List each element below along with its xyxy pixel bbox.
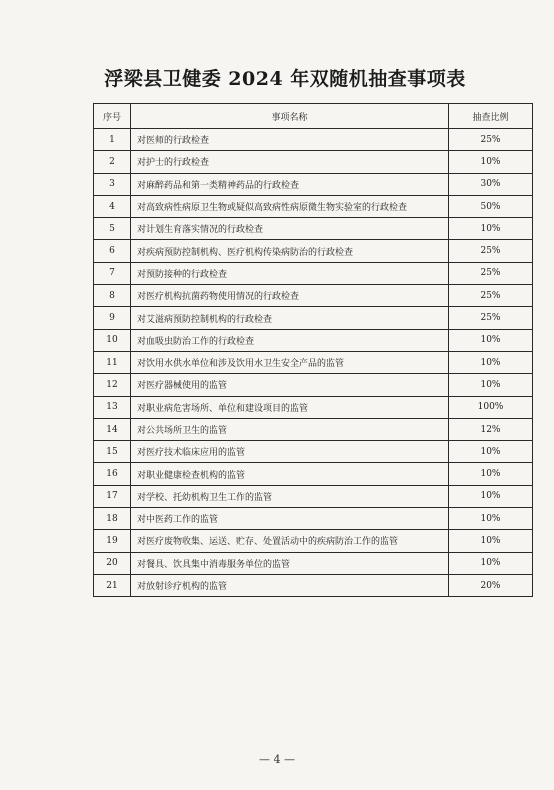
row-num: 7 (94, 262, 131, 284)
table-body (94, 129, 533, 597)
table-row (94, 351, 533, 373)
row-ratio: 10% (449, 463, 533, 485)
row-name: 对学校、托幼机构卫生工作的监管 (131, 485, 449, 507)
row-num: 13 (94, 396, 131, 418)
table-row (94, 329, 533, 351)
row-num: 8 (94, 285, 131, 307)
row-num: 18 (94, 508, 131, 530)
row-num: 2 (94, 151, 131, 173)
header-ratio: 抽查比例 (449, 104, 533, 129)
row-num: 21 (94, 574, 131, 596)
row-ratio: 10% (449, 552, 533, 574)
table-row (94, 552, 533, 574)
table-row (94, 463, 533, 485)
row-name: 对麻醉药品和第一类精神药品的行政检查 (131, 173, 449, 195)
row-name: 对餐具、饮具集中消毒服务单位的监管 (131, 552, 449, 574)
row-name: 对公共场所卫生的监管 (131, 418, 449, 440)
table-row (94, 129, 533, 151)
row-ratio: 100% (449, 396, 533, 418)
table-row (94, 173, 533, 195)
row-ratio: 12% (449, 418, 533, 440)
row-name: 对医疗废物收集、运送、贮存、处置活动中的疾病防治工作的监管 (131, 530, 449, 552)
document-title: 浮梁县卫健委 2024 年双随机抽查事项表 (104, 68, 466, 90)
row-num: 17 (94, 485, 131, 507)
row-name: 对计划生育落实情况的行政检查 (131, 218, 449, 240)
row-num: 5 (94, 218, 131, 240)
header-name: 事项名称 (131, 104, 449, 129)
row-ratio: 50% (449, 195, 533, 217)
table-row (94, 195, 533, 217)
row-ratio: 30% (449, 173, 533, 195)
table-row (94, 285, 533, 307)
row-ratio: 10% (449, 508, 533, 530)
row-name: 对饮用水供水单位和涉及饮用水卫生安全产品的监管 (131, 351, 449, 373)
header-num: 序号 (94, 104, 131, 129)
table-row (94, 151, 533, 173)
row-num: 10 (94, 329, 131, 351)
table-row (94, 307, 533, 329)
row-name: 对预防接种的行政检查 (131, 262, 449, 284)
row-name: 对放射诊疗机构的监管 (131, 574, 449, 596)
row-name: 对疾病预防控制机构、医疗机构传染病防治的行政检查 (131, 240, 449, 262)
row-name: 对职业健康检查机构的监管 (131, 463, 449, 485)
row-name: 对医疗器械使用的监管 (131, 374, 449, 396)
row-num: 11 (94, 351, 131, 373)
table-row (94, 374, 533, 396)
row-num: 3 (94, 173, 131, 195)
row-ratio: 10% (449, 530, 533, 552)
row-name: 对医师的行政检查 (131, 129, 449, 151)
row-ratio: 25% (449, 307, 533, 329)
table-row (94, 574, 533, 596)
row-ratio: 10% (449, 441, 533, 463)
row-ratio: 10% (449, 218, 533, 240)
row-ratio: 20% (449, 574, 533, 596)
row-ratio: 25% (449, 262, 533, 284)
row-num: 9 (94, 307, 131, 329)
row-ratio: 10% (449, 151, 533, 173)
inspection-items-table (93, 103, 533, 597)
row-ratio: 10% (449, 374, 533, 396)
row-ratio: 10% (449, 485, 533, 507)
row-num: 15 (94, 441, 131, 463)
row-name: 对中医药工作的监管 (131, 508, 449, 530)
row-num: 14 (94, 418, 131, 440)
row-num: 19 (94, 530, 131, 552)
table-row (94, 396, 533, 418)
row-ratio: 25% (449, 285, 533, 307)
table-header-row (94, 104, 533, 129)
row-num: 12 (94, 374, 131, 396)
table-row (94, 418, 533, 440)
table-row (94, 218, 533, 240)
row-num: 1 (94, 129, 131, 151)
table-row (94, 441, 533, 463)
row-ratio: 10% (449, 351, 533, 373)
row-name: 对血吸虫防治工作的行政检查 (131, 329, 449, 351)
table-row (94, 508, 533, 530)
row-ratio: 10% (449, 329, 533, 351)
row-ratio: 25% (449, 129, 533, 151)
row-ratio: 25% (449, 240, 533, 262)
row-name: 对艾滋病预防控制机构的行政检查 (131, 307, 449, 329)
row-num: 6 (94, 240, 131, 262)
row-name: 对职业病危害场所、单位和建设项目的监管 (131, 396, 449, 418)
page-number: — 4 — (259, 753, 295, 766)
row-num: 16 (94, 463, 131, 485)
row-name: 对护士的行政检查 (131, 151, 449, 173)
table-row (94, 485, 533, 507)
table-row (94, 240, 533, 262)
row-name: 对医疗机构抗菌药物使用情况的行政检查 (131, 285, 449, 307)
table-row (94, 262, 533, 284)
row-name: 对高致病性病原卫生物或疑似高致病性病原微生物实验室的行政检查 (131, 195, 449, 217)
row-num: 20 (94, 552, 131, 574)
table-row (94, 530, 533, 552)
row-name: 对医疗技术临床应用的监管 (131, 441, 449, 463)
row-num: 4 (94, 195, 131, 217)
